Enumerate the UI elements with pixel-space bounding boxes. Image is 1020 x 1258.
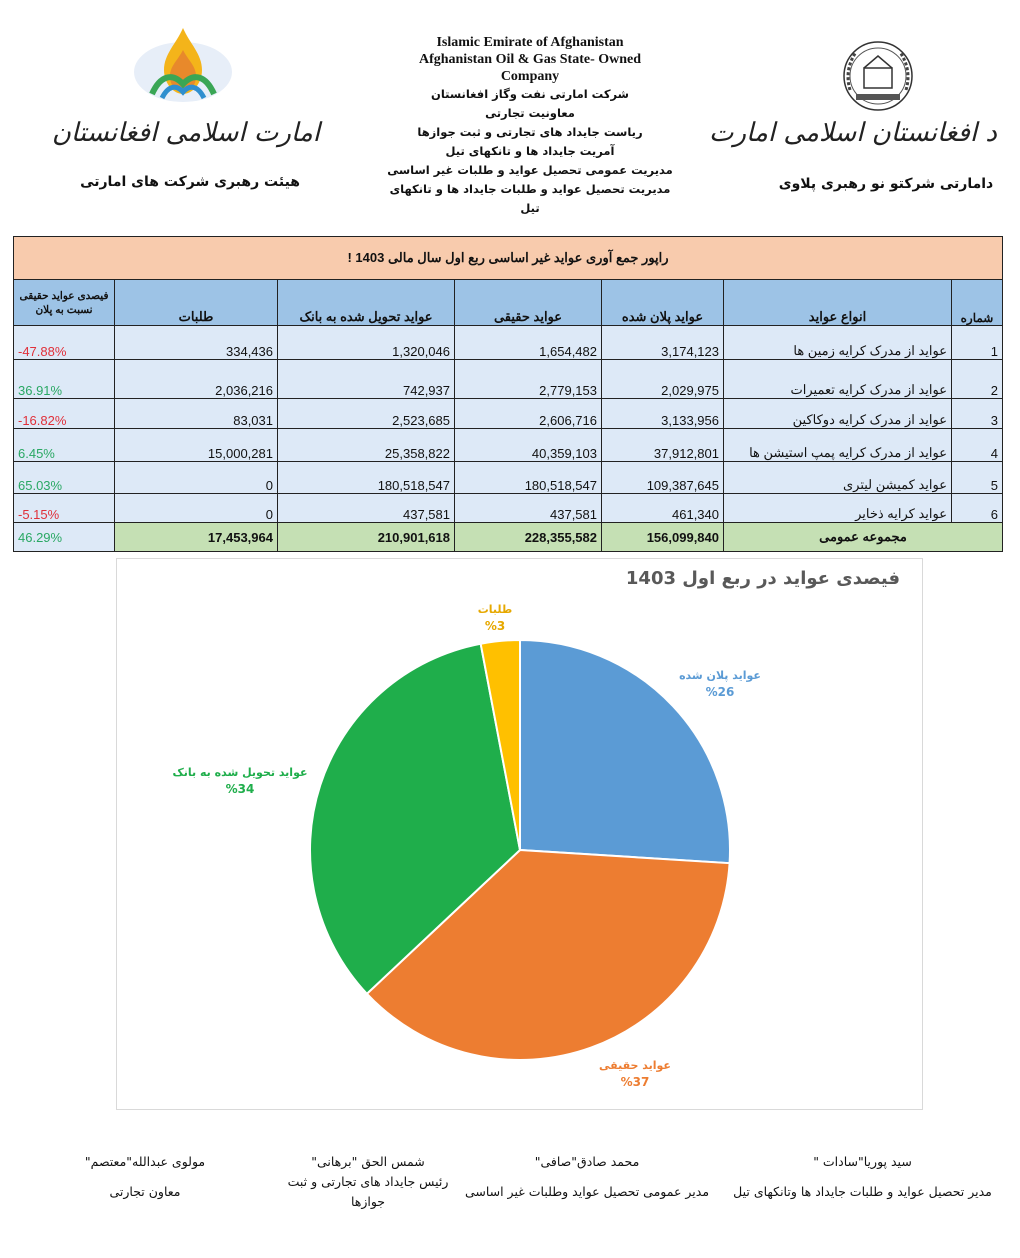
- row-receivables: 334,436: [115, 326, 278, 360]
- row-actual: 2,606,716: [455, 399, 602, 429]
- label-deposited-name: عواید تحویل شده به بانک: [172, 766, 308, 779]
- signature-name: سید پوریا"سادات ": [813, 1154, 912, 1169]
- header-en-line1: Islamic Emirate of Afghanistan: [436, 35, 624, 50]
- signature-block: [70, 1152, 220, 1202]
- table-row: [14, 494, 1003, 523]
- header-en-line2: Afghanistan Oil & Gas State- Owned: [418, 52, 642, 67]
- row-receivables: 2,036,216: [115, 360, 278, 399]
- row-number: 4: [952, 429, 1003, 462]
- row-type: عواید کمیشن لیتری: [724, 462, 952, 494]
- total-receivables: 17,453,964: [115, 523, 278, 552]
- label-deposited: [170, 765, 310, 797]
- left-calligraphy: امارت اسلامی افغانستان: [51, 118, 320, 148]
- label-planned: [670, 668, 770, 700]
- row-receivables: 15,000,281: [115, 429, 278, 462]
- header-actual: عواید حقیقی: [455, 280, 602, 326]
- label-planned-name: عواید پلان شده: [679, 669, 761, 682]
- revenue-report-table: [13, 236, 1003, 552]
- row-planned: 461,340: [602, 494, 724, 523]
- row-number: 5: [952, 462, 1003, 494]
- right-subtitle: دامارتی شرکتو نو رهبری پلاوی: [778, 176, 994, 192]
- signature-title: مدیر تحصیل عواید و طلبات جایداد ها وتانکهای تیل: [733, 1184, 992, 1199]
- signature-name: مولوی عبدالله"معتصم": [84, 1154, 206, 1169]
- table-title-row: [14, 237, 1003, 280]
- row-planned: 37,912,801: [602, 429, 724, 462]
- signature-title: رئیس جایداد های تجارتی و ثبت جوازها: [287, 1174, 449, 1209]
- label-actual-name: عواید حقیقی: [599, 1059, 671, 1072]
- label-planned-pct: %26: [705, 685, 735, 699]
- left-subtitle: هیئت رهبری شرکت های امارتی: [80, 174, 300, 190]
- row-actual: 1,654,482: [455, 326, 602, 360]
- label-receivables: [465, 602, 525, 634]
- signature-block: [278, 1152, 458, 1212]
- header-receivables: طلبات: [115, 280, 278, 326]
- row-deposited: 180,518,547: [278, 462, 455, 494]
- header-deposited: عواید تحویل شده به بانک: [278, 280, 455, 326]
- header-center: [380, 34, 680, 218]
- row-type: عواید از مدرک کرایه زمین ها: [724, 326, 952, 360]
- label-actual-pct: %37: [620, 1075, 650, 1089]
- table-header-row: [14, 280, 1003, 326]
- row-actual: 180,518,547: [455, 462, 602, 494]
- table-row: [14, 326, 1003, 360]
- row-type: عواید از مدرک کرایه دوکاکین: [724, 399, 952, 429]
- header-fa-line: آمریت جایداد ها و تانکهای تیل: [445, 144, 615, 158]
- header-fa-line: شرکت امارتی نفت وگاز افغانستان: [431, 87, 629, 101]
- table-row: [14, 360, 1003, 399]
- row-pct: 36.91%: [14, 360, 115, 399]
- header-planned: عواید پلان شده: [602, 280, 724, 326]
- row-receivables: 83,031: [115, 399, 278, 429]
- header-type: انواع عواید: [724, 280, 952, 326]
- header-fa-line: مدیریت تحصیل عواید و طلبات جایداد ها و تانکهای تیل: [389, 182, 671, 215]
- total-planned: 156,099,840: [602, 523, 724, 552]
- signature-name: محمد صادق"صافی": [534, 1154, 640, 1169]
- row-number: 6: [952, 494, 1003, 523]
- row-pct: 6.45%: [14, 429, 115, 462]
- row-deposited: 1,320,046: [278, 326, 455, 360]
- company-flame-logo: [132, 24, 234, 104]
- chart-title: فیصدی عواید در ربع اول 1403: [625, 568, 900, 589]
- header-fa-line: ریاست جایداد های تجارتی و ثبت جوازها: [417, 125, 643, 139]
- row-type: عواید کرایه ذخایر: [724, 494, 952, 523]
- header-pct-line1: فیصدی عواید حقیقی: [19, 289, 109, 302]
- signature-title: معاون تجارتی: [109, 1184, 181, 1199]
- row-pct: -5.15%: [14, 494, 115, 523]
- total-label: مجموعه عمومی: [724, 523, 1003, 552]
- row-planned: 3,174,123: [602, 326, 724, 360]
- row-number: 1: [952, 326, 1003, 360]
- signature-name: شمس الحق "برهانی": [311, 1154, 425, 1169]
- row-type: عواید از مدرک کرایه تعمیرات: [724, 360, 952, 399]
- row-receivables: 0: [115, 494, 278, 523]
- label-receivables-pct: %3: [484, 619, 506, 633]
- row-planned: 109,387,645: [602, 462, 724, 494]
- row-deposited: 25,358,822: [278, 429, 455, 462]
- header-pct: [14, 280, 115, 326]
- label-actual: [590, 1058, 680, 1090]
- row-actual: 2,779,153: [455, 360, 602, 399]
- table-row: [14, 399, 1003, 429]
- header-number: شماره: [952, 280, 1003, 326]
- signature-block: [462, 1152, 712, 1202]
- table-total-row: [14, 523, 1003, 552]
- right-calligraphy: د افغانستان اسلامی امارت: [708, 118, 997, 148]
- row-deposited: 437,581: [278, 494, 455, 523]
- total-deposited: 210,901,618: [278, 523, 455, 552]
- row-deposited: 742,937: [278, 360, 455, 399]
- row-number: 3: [952, 399, 1003, 429]
- signature-block: [720, 1152, 1005, 1202]
- table-row: [14, 462, 1003, 494]
- label-deposited-pct: %34: [225, 782, 255, 796]
- row-receivables: 0: [115, 462, 278, 494]
- row-pct: -16.82%: [14, 399, 115, 429]
- header-fa-line: معاونیت تجارتی: [485, 106, 575, 120]
- row-actual: 437,581: [455, 494, 602, 523]
- table-row: [14, 429, 1003, 462]
- row-pct: 65.03%: [14, 462, 115, 494]
- row-actual: 40,359,103: [455, 429, 602, 462]
- row-type: عواید از مدرک کرایه پمپ استیشن ها: [724, 429, 952, 462]
- label-receivables-name: طلبات: [477, 603, 513, 616]
- emirate-emblem-icon: [830, 40, 926, 112]
- header-pct-line2: نسبت به پلان: [35, 303, 93, 316]
- total-actual: 228,355,582: [455, 523, 602, 552]
- row-planned: 2,029,975: [602, 360, 724, 399]
- row-pct: -47.88%: [14, 326, 115, 360]
- total-pct: 46.29%: [14, 523, 115, 552]
- row-number: 2: [952, 360, 1003, 399]
- header-fa-line: مدیریت عمومی تحصیل عواید و طلبات غیر اساسی: [387, 163, 673, 177]
- signature-title: مدیر عمومی تحصیل عواید وطلبات غیر اساسی: [464, 1184, 710, 1199]
- row-planned: 3,133,956: [602, 399, 724, 429]
- row-deposited: 2,523,685: [278, 399, 455, 429]
- table-title: راپور جمع آوری عواید غیر اساسی ربع اول سال مالی 1403 !: [14, 237, 1003, 280]
- header-en-line3: Company: [500, 69, 560, 84]
